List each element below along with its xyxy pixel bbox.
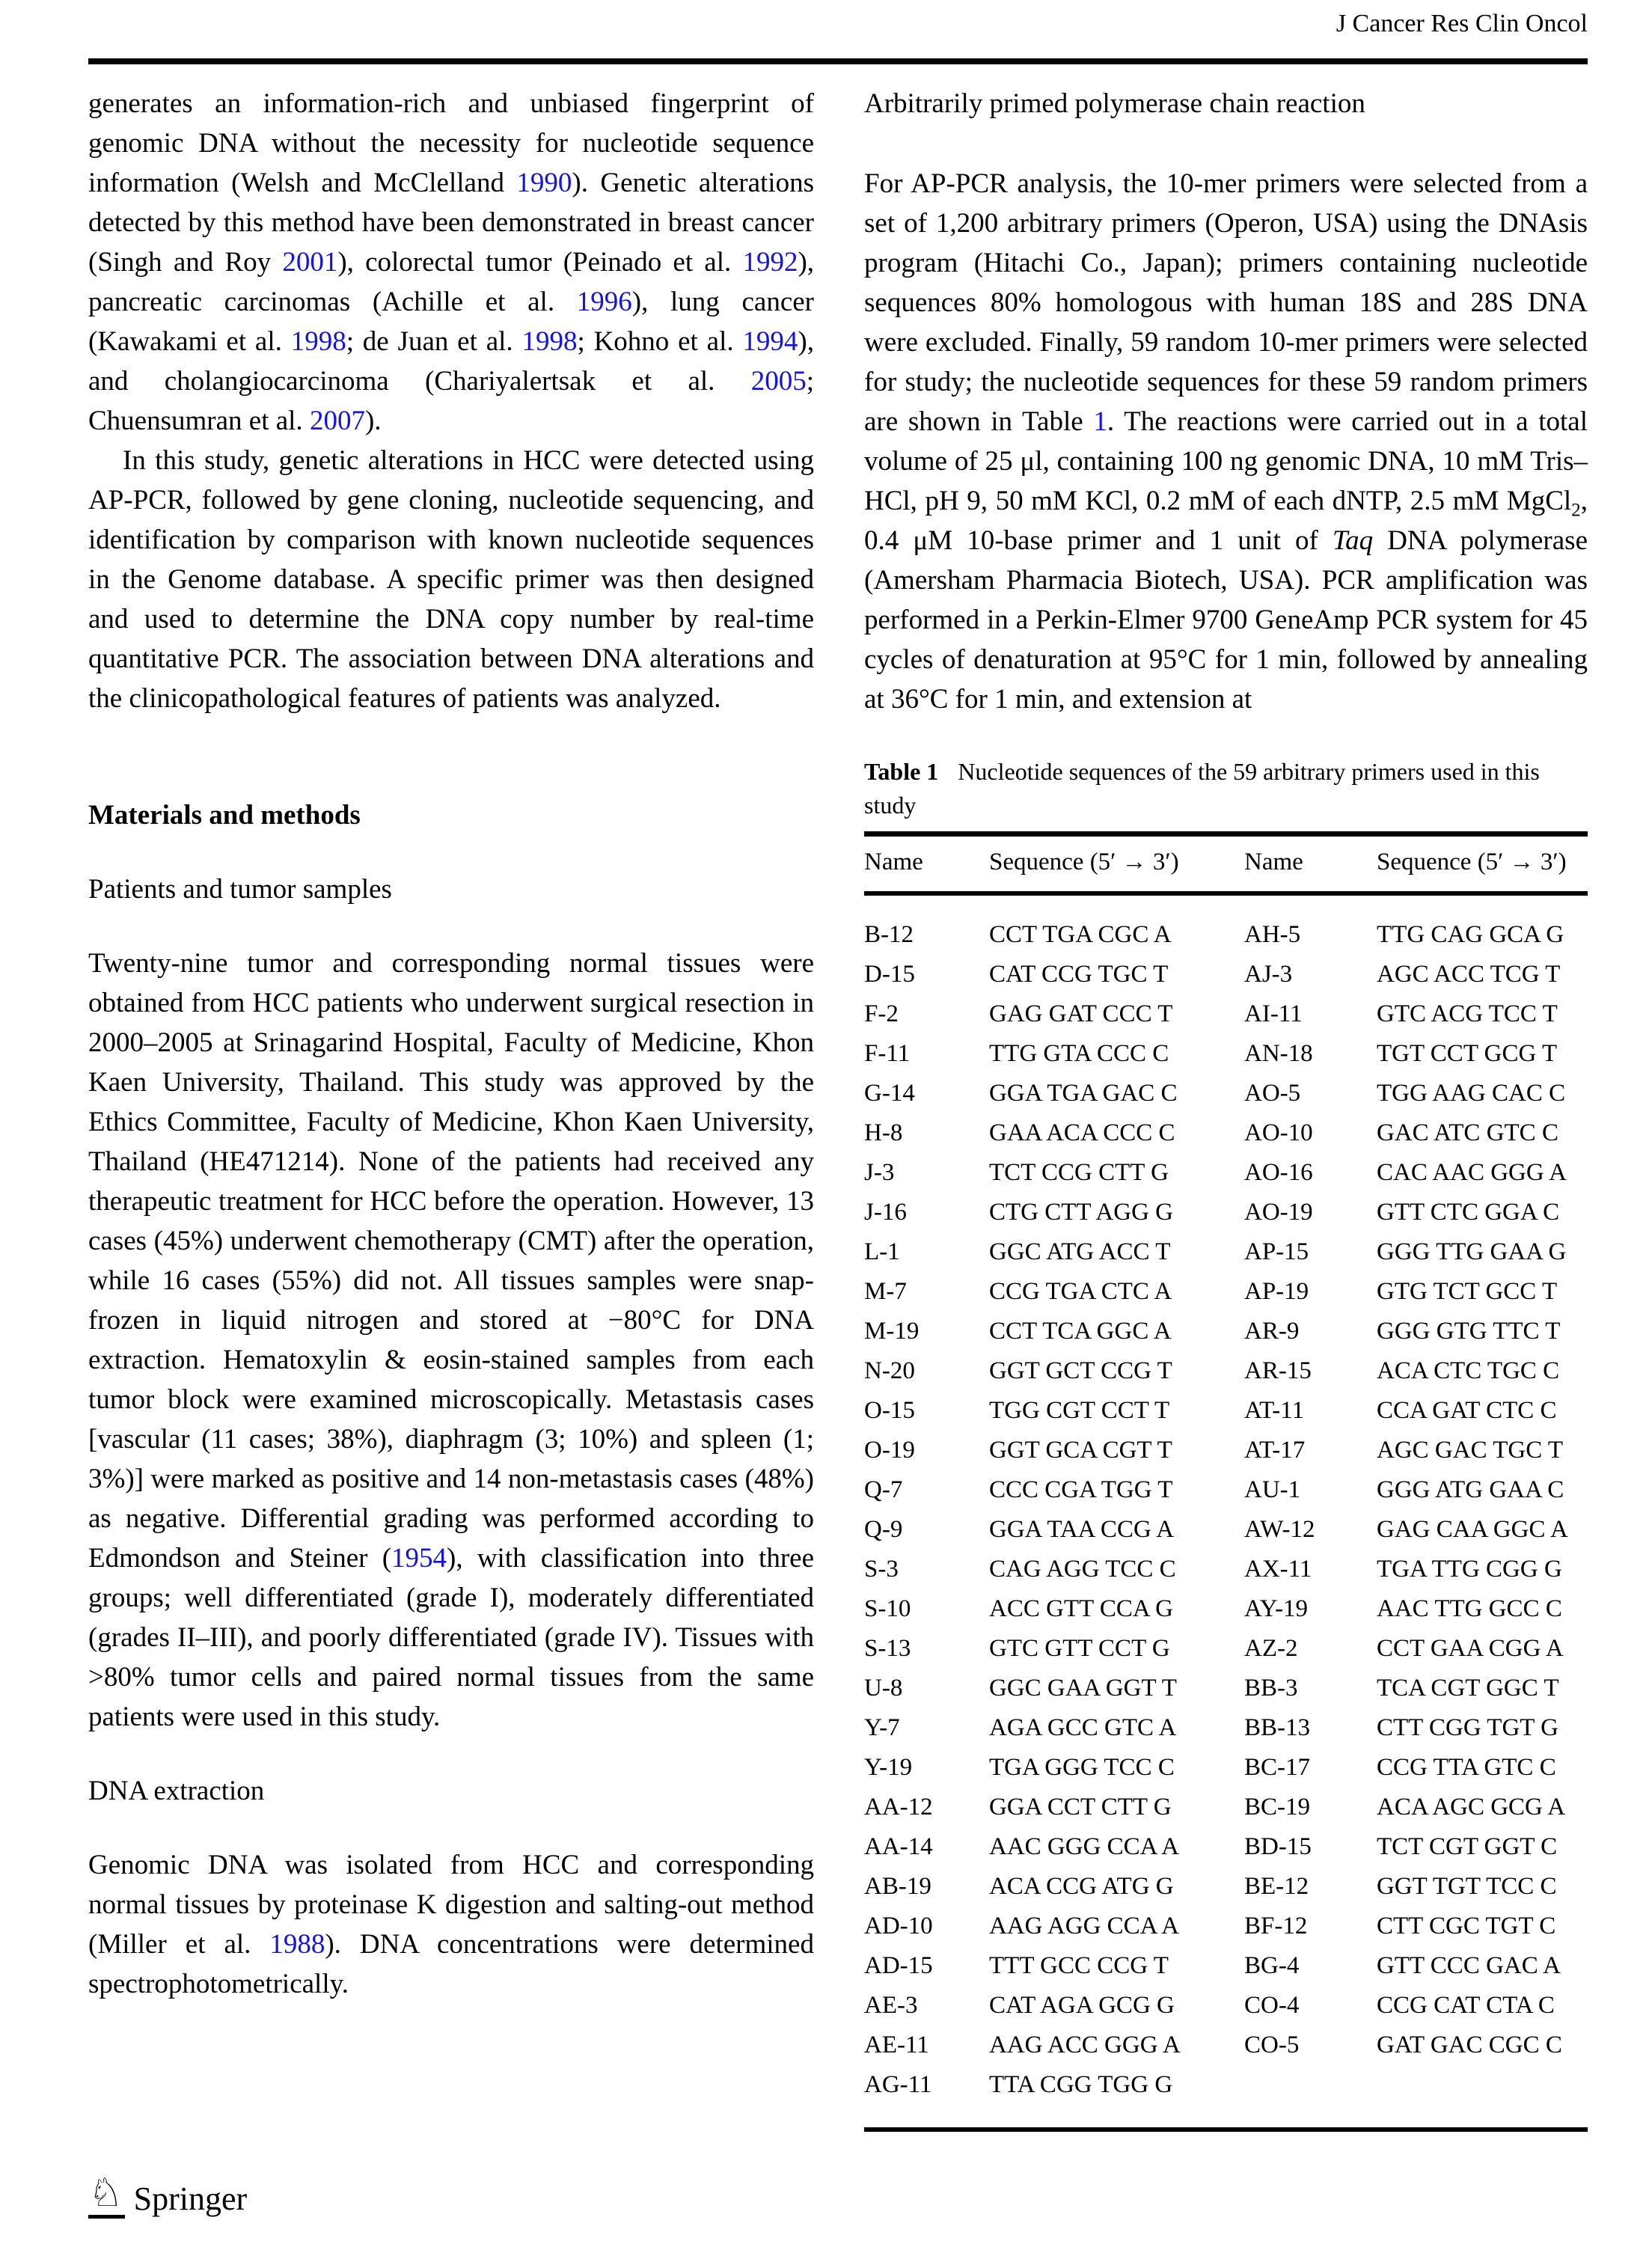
primer-sequence-cell: CAC AAC GGG A xyxy=(1377,1159,1567,1186)
primer-sequence-cell: CCC CGA TGG T xyxy=(989,1476,1173,1503)
primer-name-cell: Q-7 xyxy=(864,1476,903,1503)
text-segment: ). Genetic alterations detected by this method have been demonstrated in breast cancer (Singh and Roy xyxy=(88,168,814,278)
primer-name-cell: AG-11 xyxy=(864,2071,932,2098)
primer-sequence-cell: ACA CTC TGC C xyxy=(1377,1357,1560,1384)
citation-link[interactable]: 1994 xyxy=(742,326,798,357)
table-row xyxy=(864,1986,1588,2026)
primer-name-cell: AD-15 xyxy=(864,1952,933,1979)
primer-sequence-cell: GGG GTG TTC T xyxy=(1377,1318,1561,1345)
text-segment: ), lung cancer (Kawakami et al. xyxy=(88,287,814,357)
primer-sequence-cell: TTA CGG TGG G xyxy=(989,2071,1173,2098)
table-row xyxy=(864,1153,1588,1193)
primer-name-cell: AX-11 xyxy=(1244,1556,1312,1583)
table-row xyxy=(864,1827,1588,1867)
table-row xyxy=(864,1351,1588,1391)
table-caption-text: Nucleotide sequences of the 59 arbitrary primers used in this study xyxy=(864,758,1540,819)
left-column xyxy=(88,84,814,2004)
primer-sequence-cell: GAG GAT CCC T xyxy=(989,1000,1173,1027)
primer-sequence-cell: CCA GAT CTC C xyxy=(1377,1397,1557,1424)
paragraph-study-overview xyxy=(88,441,814,718)
text-segment: DNA polymerase (Amersham Pharmacia Biotech, USA). PCR amplification was performed in a Perkin-Elmer 9700 GeneAmp PCR system for 45 cycles of denaturation at 95°C for 1 min, followed by annealing at 36°C for 1 min, and extension at xyxy=(864,525,1588,715)
primer-name-cell: H-8 xyxy=(864,1119,903,1146)
primer-name-cell: BB-3 xyxy=(1244,1675,1298,1702)
text-segment: ; Kohno et al. xyxy=(577,326,743,357)
primer-name-cell: AO-5 xyxy=(1244,1080,1301,1107)
table-row xyxy=(864,1550,1588,1589)
primer-name-cell: F-11 xyxy=(864,1040,911,1067)
primer-sequence-cell: TGA GGG TCC C xyxy=(989,1754,1175,1781)
primer-sequence-cell: AAC GGG CCA A xyxy=(989,1833,1179,1860)
table-caption xyxy=(864,755,1588,822)
primer-sequence-cell: GGA TGA GAC C xyxy=(989,1080,1178,1107)
text-segment: Twenty-nine tumor and corresponding normal tissues were obtained from HCC patients who underwent surgical resection in 2000–2005 at Srinagarind Hospital, Faculty of Medicine, Khon Kaen University, Thailand. This study was approved by the Ethics Committee, Faculty of Medicine, Khon Kaen University, Thailand (HE471214). None of the patients had received any therapeutic treatment for HCC before the operation. However, 13 cases (45%) underwent chemotherapy (CMT) after the operation, while 16 cases (55%) did not. All tissues samples were snap-frozen in liquid nitrogen and stored at −80°C for DNA extraction. Hematoxylin & eosin-stained samples from each tumor block were examined microscopically. Metastasis cases [vascular (11 cases; 38%), diaphragm (3; 10%) and spleen (1; 3%)] were marked as positive and 14 non-metastasis cases (48%) as negative. Differential grading was performed according to Edmondson and Steiner ( xyxy=(88,948,814,1574)
primer-name-cell: AZ-2 xyxy=(1244,1635,1298,1662)
citation-link[interactable]: 2001 xyxy=(282,247,338,278)
primer-table-body xyxy=(864,893,1588,2130)
primer-sequence-cell: CCT GAA CGG A xyxy=(1377,1635,1564,1662)
primer-name-cell: AJ-3 xyxy=(1244,961,1293,988)
text-segment: Genomic DNA was isolated from HCC and corresponding normal tissues by proteinase K digestion and salting-out method (Miller et al. xyxy=(88,1850,814,1960)
primer-sequence-cell: ACA CCG ATG G xyxy=(989,1873,1174,1900)
primer-sequence-cell: TCA CGT GGC T xyxy=(1377,1675,1559,1702)
primer-sequence-cell: AGC ACC TCG T xyxy=(1377,961,1561,988)
primer-name-cell: Y-7 xyxy=(864,1714,900,1741)
text-segment: ; Chuensumran et al. xyxy=(88,366,814,436)
subsection-heading-patients-and-tumor-samples: Patients and tumor samples xyxy=(88,874,392,905)
primer-sequence-cell: AAG AGG CCA A xyxy=(989,1913,1179,1939)
table-row xyxy=(864,1193,1588,1232)
primer-name-cell: AU-1 xyxy=(1244,1476,1301,1503)
citation-link[interactable]: 1998 xyxy=(521,326,578,357)
primer-name-cell: J-16 xyxy=(864,1199,907,1226)
text-segment: ). DNA concentrations were determined spectrophotometrically. xyxy=(88,1929,814,1999)
primer-name-cell: CO-5 xyxy=(1244,2032,1300,2058)
primer-name-cell: B-12 xyxy=(864,921,914,948)
primer-name-cell: AH-5 xyxy=(1244,921,1301,948)
primer-sequence-cell: CCG CAT CTA C xyxy=(1377,1992,1555,2019)
paragraph-intro xyxy=(88,84,814,441)
citation-link[interactable]: 2005 xyxy=(750,366,807,397)
primer-name-cell: S-3 xyxy=(864,1556,899,1583)
primer-name-cell: L-1 xyxy=(864,1238,900,1265)
primer-sequence-cell: TTT GCC CCG T xyxy=(989,1952,1169,1979)
table-row xyxy=(864,1629,1588,1669)
text-segment: In this study, genetic alterations in HCC were detected using AP-PCR, followed by gene cloning, nucleotide sequencing, and identification by comparison with known nucleotide sequences in the Genome database. A specific primer was then designed and used to determine the DNA copy number by real-time quantitative PCR. The association between DNA alterations and the clinicopathological features of patients was analyzed. xyxy=(88,445,814,714)
primer-sequence-cell: CCT TGA CGC A xyxy=(989,921,1172,948)
column-header-sequence-2: Sequence (5′ → 3′) xyxy=(1377,849,1567,875)
primer-name-cell: AR-9 xyxy=(1244,1318,1300,1345)
header-rule xyxy=(88,58,1588,64)
primer-name-cell: AR-15 xyxy=(1244,1357,1312,1384)
primer-name-cell: BD-15 xyxy=(1244,1833,1312,1860)
primer-sequence-cell: GAT GAC CGC C xyxy=(1377,2032,1562,2058)
table-row xyxy=(864,1074,1588,1113)
primer-name-cell: F-2 xyxy=(864,1000,899,1027)
primer-sequence-cell: TCT CCG CTT G xyxy=(989,1159,1169,1186)
table-row xyxy=(864,1708,1588,1748)
primer-name-cell: BE-12 xyxy=(1244,1873,1309,1900)
primer-name-cell: AE-3 xyxy=(864,1992,918,2019)
primer-sequence-cell: CCT TCA GGC A xyxy=(989,1318,1172,1345)
table-row xyxy=(864,1034,1588,1074)
table-row xyxy=(864,1589,1588,1629)
subsection-heading-dna-extraction: DNA extraction xyxy=(88,1776,265,1806)
primer-name-cell: O-15 xyxy=(864,1397,915,1424)
primer-sequence-cell: GTT CCC GAC A xyxy=(1377,1952,1561,1979)
primer-sequence-cell: GTC ACG TCC T xyxy=(1377,1000,1558,1027)
primer-sequence-cell: GGC GAA GGT T xyxy=(989,1675,1177,1702)
primer-sequence-cell: CAT CCG TGC T xyxy=(989,961,1169,988)
table-row xyxy=(864,1510,1588,1550)
primer-name-cell: AB-19 xyxy=(864,1873,931,1900)
text-segment: ), pancreatic carcinomas (Achille et al. xyxy=(88,247,815,317)
primer-sequence-cell: CTG CTT AGG G xyxy=(989,1199,1173,1226)
primer-sequence-cell: TTG GTA CCC C xyxy=(989,1040,1169,1067)
column-header-name-1: Name xyxy=(864,849,923,875)
publisher-name: Springer xyxy=(133,2180,248,2217)
primer-name-cell: AW-12 xyxy=(1244,1516,1315,1543)
citation-link[interactable]: 1998 xyxy=(290,326,346,357)
table-row xyxy=(864,2026,1588,2065)
primer-name-cell: M-19 xyxy=(864,1318,920,1345)
primer-sequence-cell: GAA ACA CCC C xyxy=(989,1119,1175,1146)
table-row xyxy=(864,2065,1588,2130)
primer-name-cell: Q-9 xyxy=(864,1516,903,1543)
primer-sequence-cell: AAC TTG GCC C xyxy=(1377,1595,1562,1622)
primer-name-cell: AT-11 xyxy=(1244,1397,1305,1424)
primer-sequence-cell: GTC GTT CCT G xyxy=(989,1635,1170,1662)
text-segment: ), colorectal tumor (Peinado et al. xyxy=(337,247,743,278)
primer-sequence-cell: TGG CGT CCT T xyxy=(989,1397,1170,1424)
primer-sequence-cell: GTG TCT GCC T xyxy=(1377,1278,1558,1305)
citation-link[interactable]: 1954 xyxy=(391,1543,447,1574)
citation-link[interactable]: 1 xyxy=(1093,406,1107,437)
primer-name-cell: D-15 xyxy=(864,961,915,988)
primer-table-header xyxy=(864,834,1588,894)
text-segment: ). xyxy=(364,406,382,436)
text-segment: ; de Juan et al. xyxy=(346,326,522,357)
primer-sequence-cell: AAG ACC GGG A xyxy=(989,2032,1181,2058)
primer-name-cell: AO-19 xyxy=(1244,1199,1313,1226)
primer-name-cell: G-14 xyxy=(864,1080,915,1107)
table-row xyxy=(864,1788,1588,1827)
primer-sequence-cell: CTT CGG TGT G xyxy=(1377,1714,1558,1741)
primer-table xyxy=(864,831,1588,2132)
primer-name-cell: J-3 xyxy=(864,1159,895,1186)
citation-link[interactable]: 1988 xyxy=(269,1929,325,1960)
column-header-sequence-1: Sequence (5′ → 3′) xyxy=(989,849,1179,875)
primer-name-cell: AT-17 xyxy=(1244,1437,1306,1464)
primer-name-cell: AD-10 xyxy=(864,1913,933,1939)
right-column xyxy=(864,84,1588,2132)
text-segment: ), and cholangiocarcinoma (Chariyalertsak et al. xyxy=(88,326,814,397)
primer-name-cell: S-13 xyxy=(864,1635,911,1662)
table-row xyxy=(864,893,1588,955)
table-row xyxy=(864,955,1588,994)
table-row xyxy=(864,1748,1588,1788)
table-row xyxy=(864,1113,1588,1153)
table-row xyxy=(864,1867,1588,1907)
primer-sequence-cell: TGT CCT GCG T xyxy=(1377,1040,1558,1067)
primer-name-cell: Y-19 xyxy=(864,1754,913,1781)
section-heading-materials-and-methods: Materials and methods xyxy=(88,800,361,831)
citation-link[interactable]: 2007 xyxy=(309,406,365,436)
primer-name-cell: S-10 xyxy=(864,1595,911,1622)
primer-sequence-cell: GGT TGT TCC C xyxy=(1377,1873,1557,1900)
text-segment: . The reactions were carried out in a total volume of 25 μl, containing 100 ng genomic DNA, 10 mM Tris–HCl, pH 9, 50 mM KCl, 0.2 mM of each dNTP, 2.5 mM MgCl xyxy=(864,406,1588,516)
table-row xyxy=(864,1312,1588,1351)
primer-sequence-cell: GGA CCT CTT G xyxy=(989,1794,1172,1821)
primer-sequence-cell: GGA TAA CCG A xyxy=(989,1516,1175,1543)
primer-sequence-cell: GGG ATG GAA C xyxy=(1377,1476,1564,1503)
primer-sequence-cell: GGG TTG GAA G xyxy=(1377,1238,1567,1265)
column-header-name-2: Name xyxy=(1244,849,1303,875)
primer-name-cell: U-8 xyxy=(864,1675,903,1702)
paragraph-patients xyxy=(88,944,814,1737)
primer-sequence-cell: GGC ATG ACC T xyxy=(989,1238,1171,1265)
primer-sequence-cell: AGC GAC TGC T xyxy=(1377,1437,1564,1464)
primer-sequence-cell: CCG TTA GTC C xyxy=(1377,1754,1556,1781)
primer-name-cell: AO-10 xyxy=(1244,1119,1313,1146)
primer-sequence-cell: GAG CAA GGC A xyxy=(1377,1516,1568,1543)
table-row xyxy=(864,1470,1588,1510)
text-segment: For AP-PCR analysis, the 10-mer primers were selected from a set of 1,200 arbitrary primers (Operon, USA) using the DNAsis program (Hitachi Co., Japan); primers containing nucleotide sequences 80% homologous with human 18S and 28S DNA were excluded. Finally, 59 random 10-mer primers were selected for study; the nucleotide sequences for these 59 random primers are shown in Table xyxy=(864,168,1588,437)
text-segment: ), with classification into three groups; well differentiated (grade I), moderately differentiated (grades II–III), and poorly differentiated (grade IV). Tissues with >80% tumor cells and paired normal tissues from the same patients were used in this study. xyxy=(88,1543,814,1732)
primer-sequence-cell: CAG AGG TCC C xyxy=(989,1556,1176,1583)
table-row xyxy=(864,1272,1588,1312)
primer-name-cell: BC-17 xyxy=(1244,1754,1311,1781)
subsection-heading-ap-pcr: Arbitrarily primed polymerase chain reaction xyxy=(864,88,1365,119)
primer-sequence-cell: CAT AGA GCG G xyxy=(989,1992,1175,2019)
text-segment: Taq xyxy=(1332,525,1374,556)
primer-name-cell: O-19 xyxy=(864,1437,915,1464)
primer-sequence-cell: TTG CAG GCA G xyxy=(1377,921,1564,948)
table-caption-label: Table 1 xyxy=(864,758,939,785)
primer-name-cell: AA-14 xyxy=(864,1833,933,1860)
paragraph-ap-pcr xyxy=(864,164,1588,719)
citation-link[interactable]: 1992 xyxy=(742,247,798,278)
primer-name-cell: AN-18 xyxy=(1244,1040,1313,1067)
table-row xyxy=(864,1907,1588,1946)
primer-sequence-cell: GGT GCT CCG T xyxy=(989,1357,1172,1384)
primer-name-cell: BC-19 xyxy=(1244,1794,1311,1821)
primer-name-cell: AI-11 xyxy=(1244,1000,1303,1027)
text-segment: , 0.4 μM 10-base primer and 1 unit of xyxy=(864,486,1588,556)
text-segment: generates an information-rich and unbiased fingerprint of genomic DNA without the necessity for nucleotide sequence information (Welsh and McClelland xyxy=(88,88,814,198)
primer-sequence-cell: TGG AAG CAC C xyxy=(1377,1080,1566,1107)
primer-name-cell xyxy=(1244,2065,1377,2130)
primer-name-cell: BF-12 xyxy=(1244,1913,1308,1939)
primer-sequence-cell: CTT CGC TGT C xyxy=(1377,1913,1556,1939)
table-row xyxy=(864,994,1588,1034)
table-row xyxy=(864,1669,1588,1708)
table-row xyxy=(864,1232,1588,1272)
primer-sequence-cell: CCG TGA CTC A xyxy=(989,1278,1172,1305)
text-segment: 2 xyxy=(1571,500,1581,521)
primer-sequence-cell: ACC GTT CCA G xyxy=(989,1595,1174,1622)
primer-name-cell: AO-16 xyxy=(1244,1159,1313,1186)
primer-name-cell: BG-4 xyxy=(1244,1952,1300,1979)
table-row xyxy=(864,1431,1588,1470)
journal-title: J Cancer Res Clin Oncol xyxy=(1336,10,1588,37)
primer-name-cell: BB-13 xyxy=(1244,1714,1311,1741)
table-row xyxy=(864,1391,1588,1431)
paragraph-dna-extraction xyxy=(88,1845,814,2004)
primer-name-cell: AA-12 xyxy=(864,1794,933,1821)
primer-sequence-cell: AGA GCC GTC A xyxy=(989,1714,1177,1741)
primer-name-cell: AY-19 xyxy=(1244,1595,1308,1622)
primer-sequence-cell: GAC ATC GTC C xyxy=(1377,1119,1558,1146)
table-row xyxy=(864,1946,1588,1986)
primer-sequence-cell: ACA AGC GCG A xyxy=(1377,1794,1566,1821)
primer-name-cell: AP-19 xyxy=(1244,1278,1309,1305)
primer-sequence-cell: TGA TTG CGG G xyxy=(1377,1556,1562,1583)
citation-link[interactable]: 1996 xyxy=(576,287,632,317)
primer-name-cell: M-7 xyxy=(864,1278,907,1305)
primer-name-cell: AP-15 xyxy=(1244,1238,1309,1265)
primer-name-cell: CO-4 xyxy=(1244,1992,1300,2019)
publisher-footer xyxy=(88,2171,248,2219)
primer-sequence-cell: GTT CTC GGA C xyxy=(1377,1199,1560,1226)
primer-name-cell: AE-11 xyxy=(864,2032,929,2058)
primer-name-cell: N-20 xyxy=(864,1357,915,1384)
primer-sequence-cell: GGT GCA CGT T xyxy=(989,1437,1172,1464)
primer-sequence-cell: TCT CGT GGT C xyxy=(1377,1833,1558,1860)
springer-logo-icon: ♘ xyxy=(88,2174,125,2219)
citation-link[interactable]: 1990 xyxy=(516,168,572,198)
primer-sequence-cell xyxy=(1377,2065,1588,2130)
